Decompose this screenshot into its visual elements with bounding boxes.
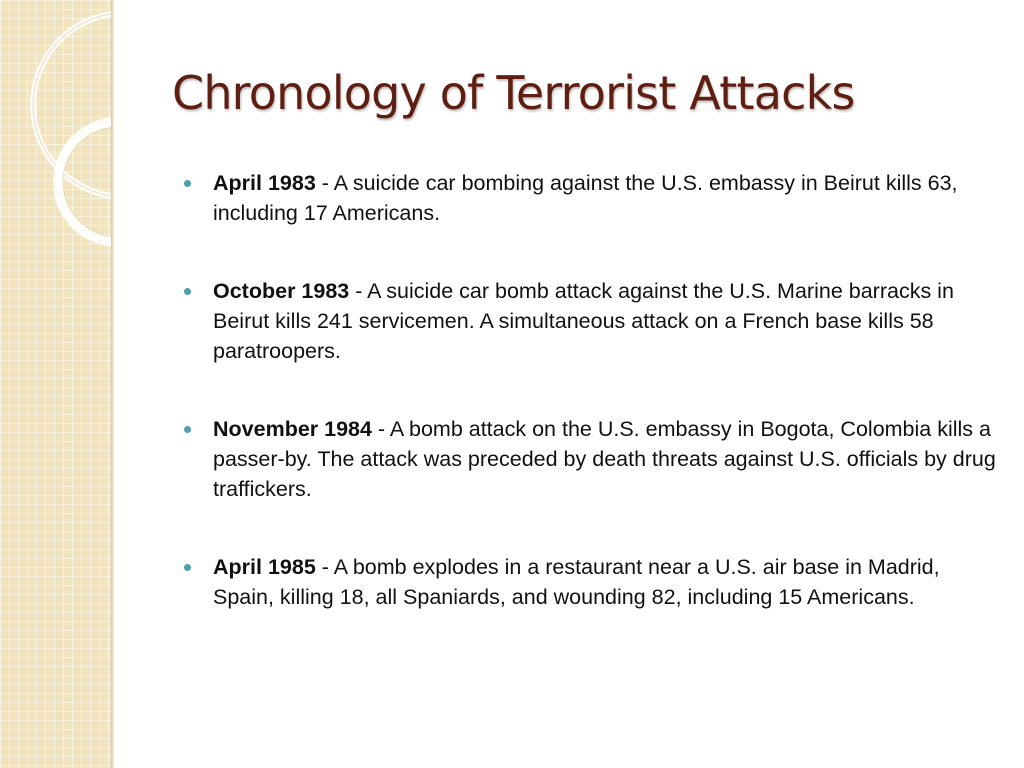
bullet-dot-icon [184,288,191,295]
bullet-dot-icon [184,564,191,571]
bullet-item-april-1985 [184,552,996,612]
bullet-item-november-1984 [184,414,996,504]
slide-title: Chronology of Terrorist Attacks [172,66,855,120]
bullet-date: April 1985 [213,555,316,579]
bullet-item-april-1983 [184,168,996,228]
bullet-text: - A bomb explodes in a restaurant near a U.S. air base in Madrid, Spain, killing 18, all Spaniards, and wounding 82, including 15 Americans. [213,555,940,609]
bullet-list [184,168,996,660]
bullet-date: April 1983 [213,171,316,195]
bullet-dot-icon [184,180,191,187]
bullet-item-october-1983 [184,276,996,366]
bullet-text: - A bomb attack on the U.S. embassy in Bogota, Colombia kills a passer-by. The attack was preceded by death threats against U.S. officials by drug traffickers. [213,417,996,501]
bullet-date: October 1983 [213,279,350,303]
decorative-rings [0,0,113,300]
decorative-side-band [0,0,113,768]
bullet-text: - A suicide car bomb attack against the U.S. Marine barracks in Beirut kills 241 servicemen. A simultaneous attack on a French base kills 58 paratroopers. [213,279,954,363]
bullet-dot-icon [184,426,191,433]
bullet-text: - A suicide car bombing against the U.S. embassy in Beirut kills 63, including 17 Americans. [213,171,958,225]
side-band-edge [111,0,114,768]
bullet-date: November 1984 [213,417,372,441]
